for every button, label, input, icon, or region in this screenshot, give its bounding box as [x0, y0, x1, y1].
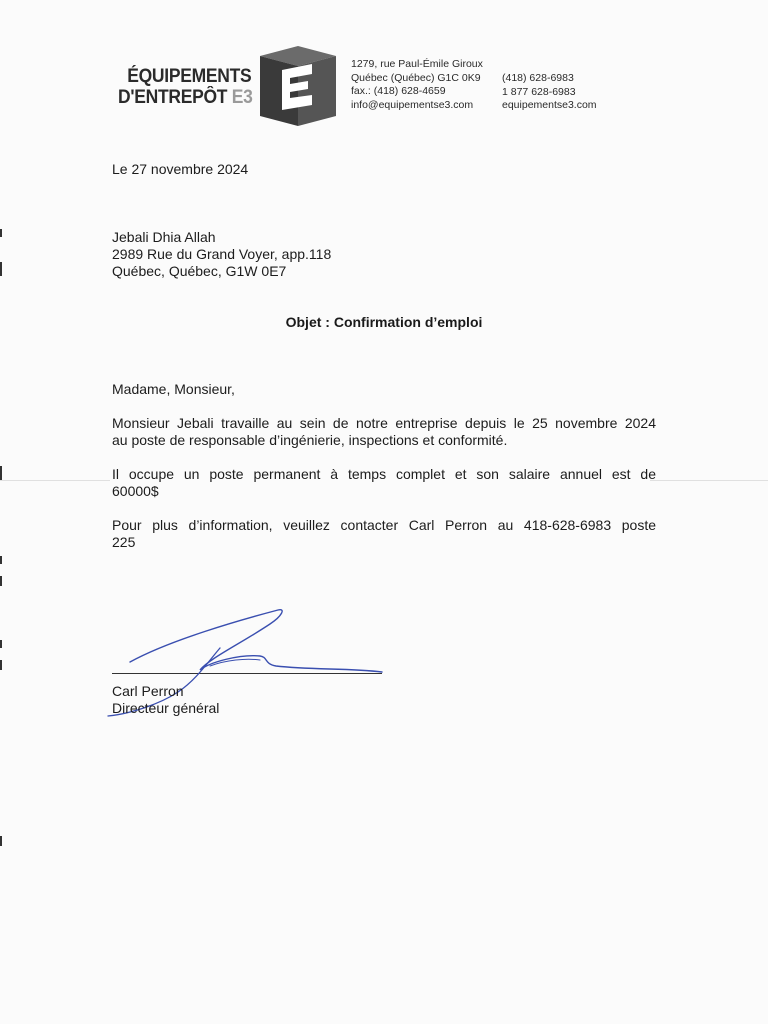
scan-artifact [0, 576, 2, 586]
paragraph-contact [112, 517, 656, 551]
scan-artifact [650, 480, 768, 481]
company-address-block [351, 58, 483, 112]
logo-line1: ÉQUIPEMENTS [127, 66, 252, 87]
scan-artifact [0, 836, 2, 846]
recipient-name: Jebali Dhia Allah [112, 229, 216, 245]
scan-artifact [0, 466, 2, 480]
letter-subject: Objet : Confirmation d’emploi [285, 314, 483, 330]
scan-artifact [0, 556, 2, 564]
company-email: info@equipementse3.com [351, 98, 474, 111]
paragraph-employment [112, 415, 656, 449]
scan-artifact [0, 660, 2, 670]
paragraph-line: Pour plus d’information, veuillez contacter Carl Perron au 418-628-6983 poste [112, 517, 656, 533]
company-contact-block [502, 72, 597, 113]
address-city: Québec (Québec) G1C 0K9 [351, 71, 481, 84]
scan-artifact [0, 229, 2, 237]
paragraph-line: au poste de responsable d’ingénierie, inspections et conformité. [112, 432, 508, 448]
company-toll-free: 1 877 628-6983 [502, 85, 576, 98]
letter-date: Le 27 novembre 2024 [112, 161, 249, 177]
logo-e3: E3 [231, 87, 253, 108]
logo-line2: D'ENTREPÔT E3 [118, 87, 253, 108]
recipient-city: Québec, Québec, G1W 0E7 [112, 263, 287, 279]
company-website: equipementse3.com [502, 99, 597, 111]
paragraph-line: 225 [112, 534, 136, 550]
company-phone: (418) 628-6983 [502, 72, 574, 84]
paragraph-line: Monsieur Jebali travaille au sein de notre entreprise depuis le 25 novembre 2024 [112, 415, 656, 431]
scan-artifact [0, 262, 2, 276]
company-logo-text [118, 66, 264, 108]
company-logo-cube-icon [256, 44, 340, 128]
scan-artifact [0, 640, 2, 648]
recipient-address [112, 229, 331, 280]
paragraph-salary [112, 466, 656, 500]
signer-title: Directeur général [112, 700, 220, 716]
company-fax: fax.: (418) 628-4659 [351, 85, 446, 97]
letter-greeting: Madame, Monsieur, [112, 381, 235, 397]
paragraph-line: 60000$ [112, 483, 159, 499]
paragraph-line: Il occupe un poste permanent à temps complet et son salaire annuel est de [112, 466, 656, 482]
signer-block [112, 683, 219, 717]
signer-name: Carl Perron [112, 683, 184, 699]
scan-artifact [0, 480, 110, 481]
address-street: 1279, rue Paul-Émile Giroux [351, 58, 483, 70]
recipient-street: 2989 Rue du Grand Voyer, app.118 [112, 246, 332, 262]
